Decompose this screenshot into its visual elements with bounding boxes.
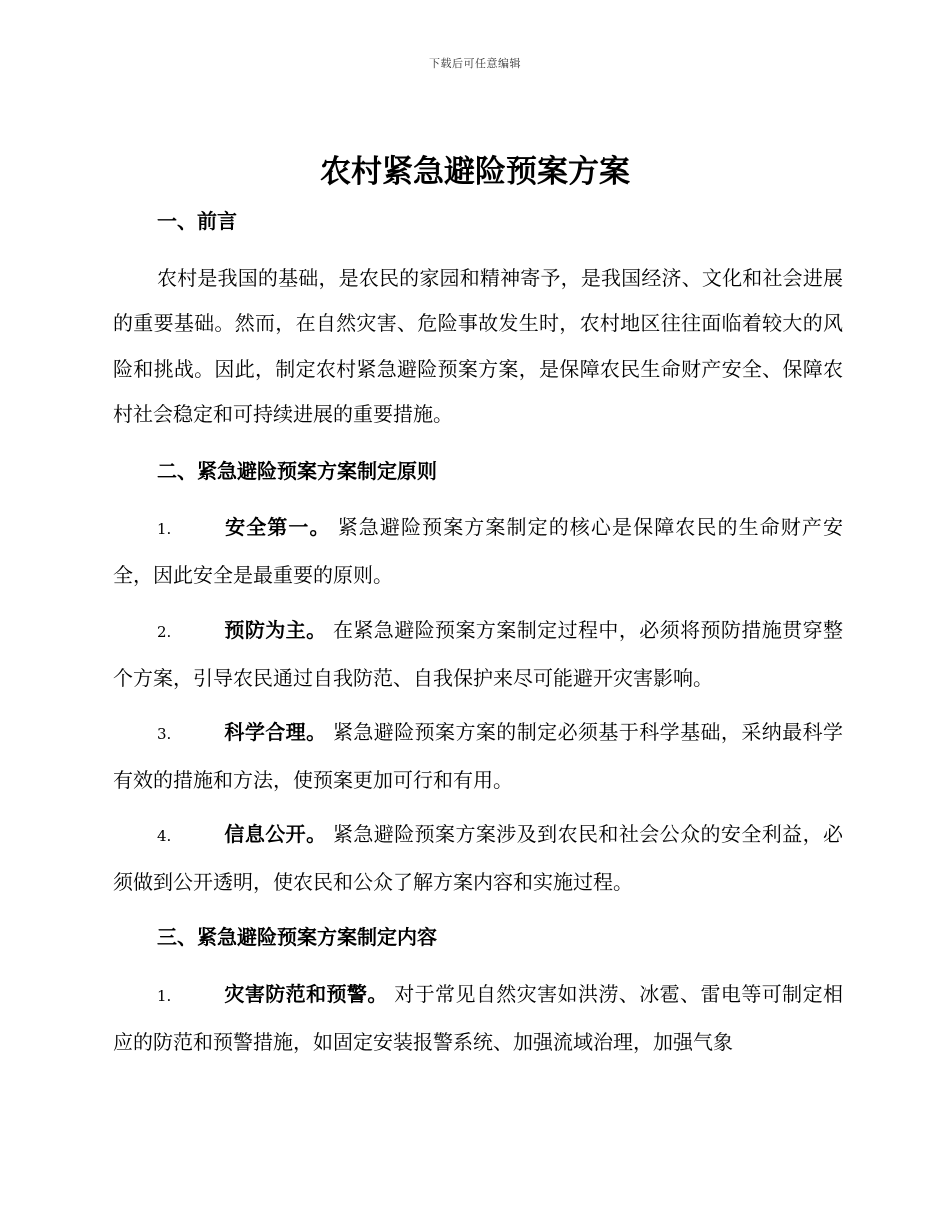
section-heading-contents: 三、紧急避险预案方案制定内容 (157, 925, 437, 949)
item-lead: 科学合理。 (224, 720, 327, 744)
content-item-1 (113, 972, 843, 1065)
principle-item-1 (113, 505, 843, 598)
principle-item-2 (113, 608, 843, 701)
document-title: 农村紧急避险预案方案 (320, 154, 630, 190)
item-number: 3. (157, 725, 172, 743)
item-lead: 预防为主。 (224, 618, 327, 642)
item-lead: 安全第一。 (224, 515, 331, 539)
preface-paragraph: 农村是我国的基础，是农民的家园和精神寄予，是我国经济、文化和社会进展的重要基础。然而，在自然灾害、危险事故发生时，农村地区往往面临着较大的风险和挑战。因此，制定农村紧急避险预案方案，是保障农民生命财产安全、保障农村社会稳定和可持续进展的重要措施。 (113, 266, 843, 426)
principle-item-4 (113, 812, 843, 905)
section-heading-preface: 一、前言 (157, 209, 237, 233)
item-text: 紧急避险预案方案的制定必须基于科学基础，采纳最科学有效的措施和方法，使预案更加可行和有用。 (113, 720, 844, 792)
section-heading-principles: 二、紧急避险预案方案制定原则 (157, 459, 437, 483)
item-text: 紧急避险预案方案涉及到农民和社会公众的安全利益，必须做到公开透明，使农民和公众了解方案内容和实施过程。 (113, 822, 844, 894)
item-number: 2. (157, 623, 172, 641)
item-number: 1. (157, 520, 172, 538)
item-lead: 灾害防范和预警。 (224, 982, 388, 1006)
item-text: 紧急避险预案方案制定的核心是保障农民的生命财产安全，因此安全是最重要的原则。 (113, 515, 844, 587)
item-text: 对于常见自然灾害如洪涝、冰雹、雷电等可制定相应的防范和预警措施，如固定安装报警系统、加强流域治理，加强气象 (113, 982, 844, 1054)
item-text: 在紧急避险预案方案制定过程中，必须将预防措施贯穿整个方案，引导农民通过自我防范、自我保护来尽可能避开灾害影响。 (113, 618, 844, 690)
principle-item-3 (113, 710, 843, 803)
page-header-note: 下载后可任意编辑 (429, 57, 521, 70)
item-number: 4. (157, 827, 172, 845)
item-number: 1. (157, 987, 172, 1005)
item-lead: 信息公开。 (224, 822, 327, 846)
